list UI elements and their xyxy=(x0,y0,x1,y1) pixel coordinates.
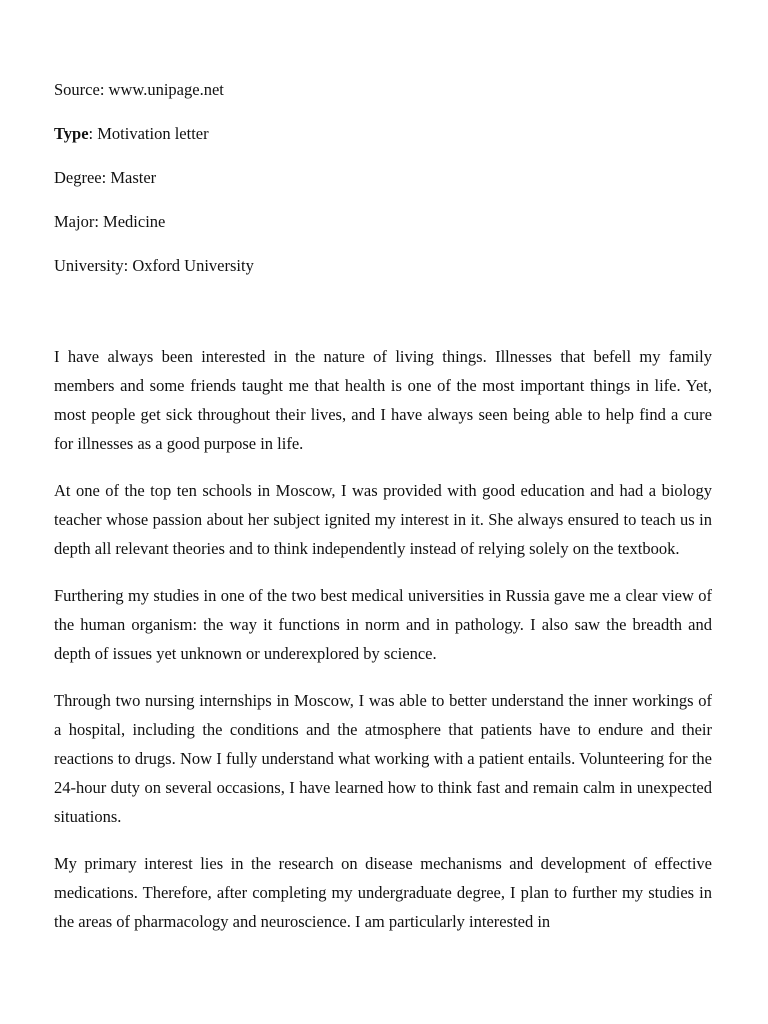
metadata-line-degree xyxy=(54,168,712,188)
metadata-line-university xyxy=(54,256,712,276)
body-paragraph: I have always been interested in the nature of living things. Illnesses that befell my family members and some friends taught me that health is one of the most important things in life. Yet, most people get sick throughout their lives, and I have always seen being able to help find a cure for illnesses as a good purpose in life. xyxy=(54,347,712,453)
metadata-value-source: www.unipage.net xyxy=(108,80,224,99)
metadata-value-major: Medicine xyxy=(103,212,166,231)
metadata-line-source xyxy=(54,80,712,100)
page-content xyxy=(54,0,712,936)
metadata-label-source: Source xyxy=(54,80,100,99)
metadata-separator-type: : xyxy=(88,124,98,143)
metadata-value-type: Motivation letter xyxy=(97,124,209,143)
metadata-separator-source: : xyxy=(99,80,109,99)
metadata-line-type xyxy=(54,124,712,144)
body-paragraph: My primary interest lies in the research on disease mechanisms and development of effective medications. Therefore, after completing my undergraduate degree, I plan to further my studies in the areas of pharmacology and neuroscience. I am particularly interested in xyxy=(54,854,712,931)
body-paragraph: Furthering my studies in one of the two best medical universities in Russia gave me a clear view of the human organism: the way it functions in norm and in pathology. I also saw the breadth and depth of issues yet unknown or underexplored by science. xyxy=(54,586,712,663)
metadata-separator-university: : xyxy=(123,256,133,275)
metadata-label-type: Type xyxy=(54,124,89,143)
body-paragraph: At one of the top ten schools in Moscow, I was provided with good education and had a biology teacher whose passion about her subject ignited my interest in it. She always ensured to teach us in depth all relevant theories and to think independently instead of relying solely on the textbook. xyxy=(54,481,712,558)
metadata-separator-degree: : xyxy=(101,168,111,187)
metadata-label-degree: Degree xyxy=(54,168,102,187)
metadata-value-university: Oxford University xyxy=(132,256,254,275)
metadata-line-major xyxy=(54,212,712,232)
body-paragraph: Through two nursing internships in Moscow, I was able to better understand the inner workings of a hospital, including the conditions and the atmosphere that patients have to endure and their reactions to drugs. Now I fully understand what working with a patient entails. Volunteering for the 24-hour duty on several occasions, I have learned how to think fast and remain calm in unexpected situations. xyxy=(54,691,712,826)
document-metadata-block xyxy=(54,0,712,276)
metadata-label-major: Major xyxy=(54,212,95,231)
letter-body xyxy=(54,342,712,936)
metadata-label-university: University xyxy=(54,256,124,275)
metadata-value-degree: Master xyxy=(110,168,157,187)
metadata-separator-major: : xyxy=(94,212,104,231)
